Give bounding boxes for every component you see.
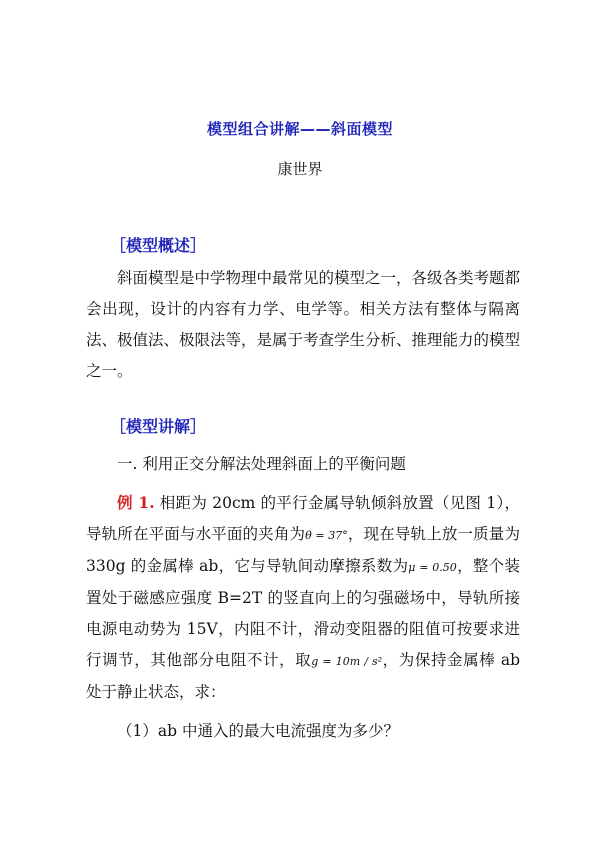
example-text-1: 相距为 20cm 的平行金属导轨倾斜放置（见图 1），导轨所在平面与水平面的夹角为 [86, 494, 520, 543]
math-g: g = 10m / s² [311, 655, 383, 668]
example-text-3: ，整个装置处于磁感应强度 B=2T 的竖直向上的匀强磁场中，导轨所接电源电动势为 15V，内阻不计，滑动变阻器的阻值可按要求进行调节，其他部分电阻不计，取 [86, 557, 520, 669]
example-text-2: ，现在导轨上放一质量为 330g 的金属棒 ab，它与导轨间动摩擦系数为 [86, 525, 520, 575]
math-theta: θ = 37° [305, 529, 348, 542]
math-mu: μ = 0.50 [408, 561, 457, 574]
example-text-4: ，为保持金属棒 ab 处于静止状态，求： [86, 651, 520, 701]
example-1-paragraph [86, 487, 520, 708]
document-author: 康世界 [277, 160, 323, 178]
subsection-heading: 一. 利用正交分解法处理斜面上的平衡问题 [117, 455, 406, 473]
document-title: 模型组合讲解——斜面模型 [206, 120, 393, 138]
question-1: （1）ab 中通入的最大电流强度为多少？ [117, 722, 399, 740]
overview-paragraph: 斜面模型是中学物理中最常见的模型之一，各级各类考题都会出现，设计的内容有力学、电学等。相关方法有整体与隔离法、极值法、极限法等，是属于考查学生分析、推理能力的模型之一。 [86, 269, 521, 380]
section-heading-overview: ［模型概述］ [110, 236, 207, 255]
section-heading-explanation: ［模型讲解］ [110, 417, 207, 436]
example-label: 例 1. [117, 493, 155, 512]
